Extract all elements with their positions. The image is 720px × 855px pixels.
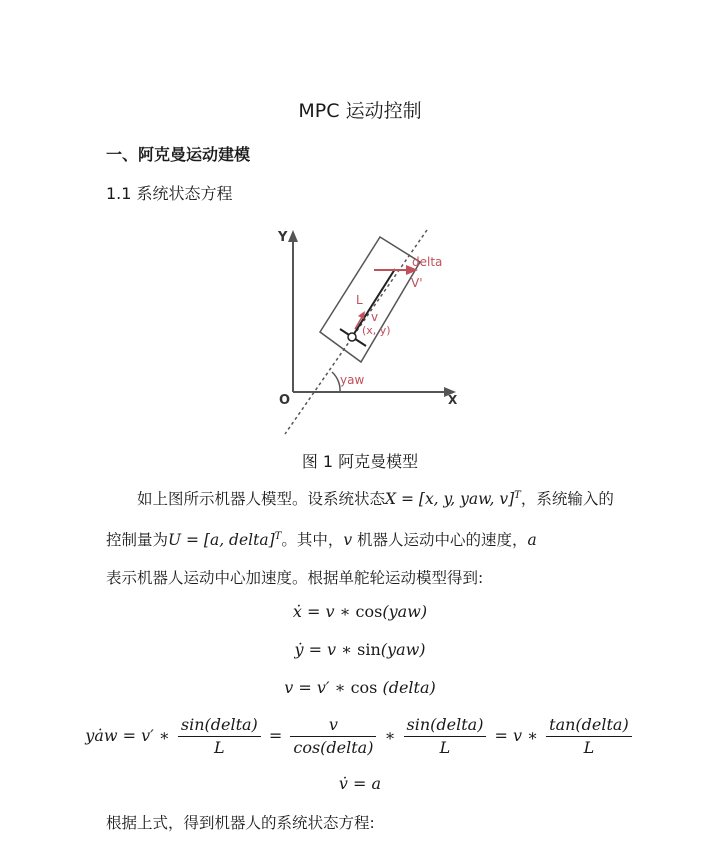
- denominator: cos(delta): [293, 738, 374, 757]
- numerator: sin(delta): [178, 714, 261, 737]
- subsection-heading: 1.1 系统状态方程: [106, 184, 233, 203]
- text: 。其中，: [281, 531, 344, 550]
- equation-yaw-rate: [0, 714, 720, 759]
- position-label: (x, y): [362, 324, 391, 337]
- control-vector: U = [a, delta]: [168, 531, 275, 550]
- eq-fn: cos: [350, 678, 378, 697]
- multiply: ∗: [384, 726, 396, 745]
- robot-body-rectangle: [320, 237, 420, 362]
- delta-label: delta: [412, 255, 443, 269]
- numerator: v: [290, 714, 376, 737]
- denominator: L: [214, 738, 225, 757]
- eq-fn: sin: [357, 640, 381, 659]
- numerator: tan(delta): [546, 714, 632, 737]
- paragraph-system-state: [106, 477, 621, 597]
- equation-v: [0, 678, 720, 697]
- state-vector: X = [x, y, yaw, v]: [385, 490, 515, 509]
- var-a: a: [527, 531, 537, 550]
- section-heading: 一、阿克曼运动建模: [106, 145, 251, 164]
- eq-fn: cos: [355, 602, 383, 621]
- fraction: [178, 714, 261, 759]
- x-axis-label: X: [448, 393, 458, 407]
- rear-axle-point: [348, 333, 356, 341]
- text: 机器人运动中心的速度，: [352, 531, 528, 550]
- transpose-sup: T: [274, 531, 282, 543]
- eq-lhs: ẏ = v ∗: [294, 640, 358, 659]
- var-v: v: [343, 531, 353, 550]
- eq-body: v̇ = a: [338, 774, 382, 793]
- text: 表示机器人运动中心加速度。根据单舵轮运动模型得到:: [106, 569, 484, 588]
- eq-lhs: ẋ = v ∗: [292, 602, 356, 621]
- document-title: MPC 运动控制: [298, 100, 422, 122]
- text: 如上图所示机器人模型。设系统状态: [137, 490, 386, 509]
- equals: = v ∗: [494, 726, 539, 745]
- paragraph-state-equation-intro: 根据上式，得到机器人的系统状态方程:: [106, 814, 375, 832]
- origin-label: O: [279, 393, 291, 408]
- y-axis-arrow: [288, 230, 298, 242]
- equation-x-dot: [0, 602, 720, 621]
- transpose-sup: T: [514, 490, 521, 501]
- text: ，系统输入的控制量为: [106, 490, 614, 550]
- v-prime-label: V': [411, 276, 423, 290]
- eq-arg: (delta): [377, 678, 436, 697]
- equation-v-dot: [0, 774, 720, 793]
- denominator: L: [439, 738, 451, 757]
- equals: =: [268, 726, 283, 745]
- equation-y-dot: [0, 640, 720, 659]
- y-axis-label: Y: [278, 230, 288, 245]
- velocity-label: v: [371, 310, 379, 324]
- fraction: [546, 714, 632, 759]
- wheelbase-label: L: [356, 293, 363, 307]
- eq-arg: (yaw): [382, 602, 428, 621]
- fraction: [404, 714, 487, 759]
- eq-lhs: yȧw = v′ ∗: [85, 726, 170, 745]
- ackermann-model-figure: [270, 222, 458, 442]
- fraction: [290, 714, 376, 759]
- figure-caption: 图 1 阿克曼模型: [301, 452, 419, 471]
- denominator: L: [583, 738, 595, 757]
- yaw-label: yaw: [340, 373, 365, 387]
- yaw-angle-arc: [332, 372, 340, 392]
- eq-lhs: v = v′ ∗: [284, 678, 351, 697]
- numerator: sin(delta): [404, 714, 487, 737]
- eq-arg: (yaw): [380, 640, 426, 659]
